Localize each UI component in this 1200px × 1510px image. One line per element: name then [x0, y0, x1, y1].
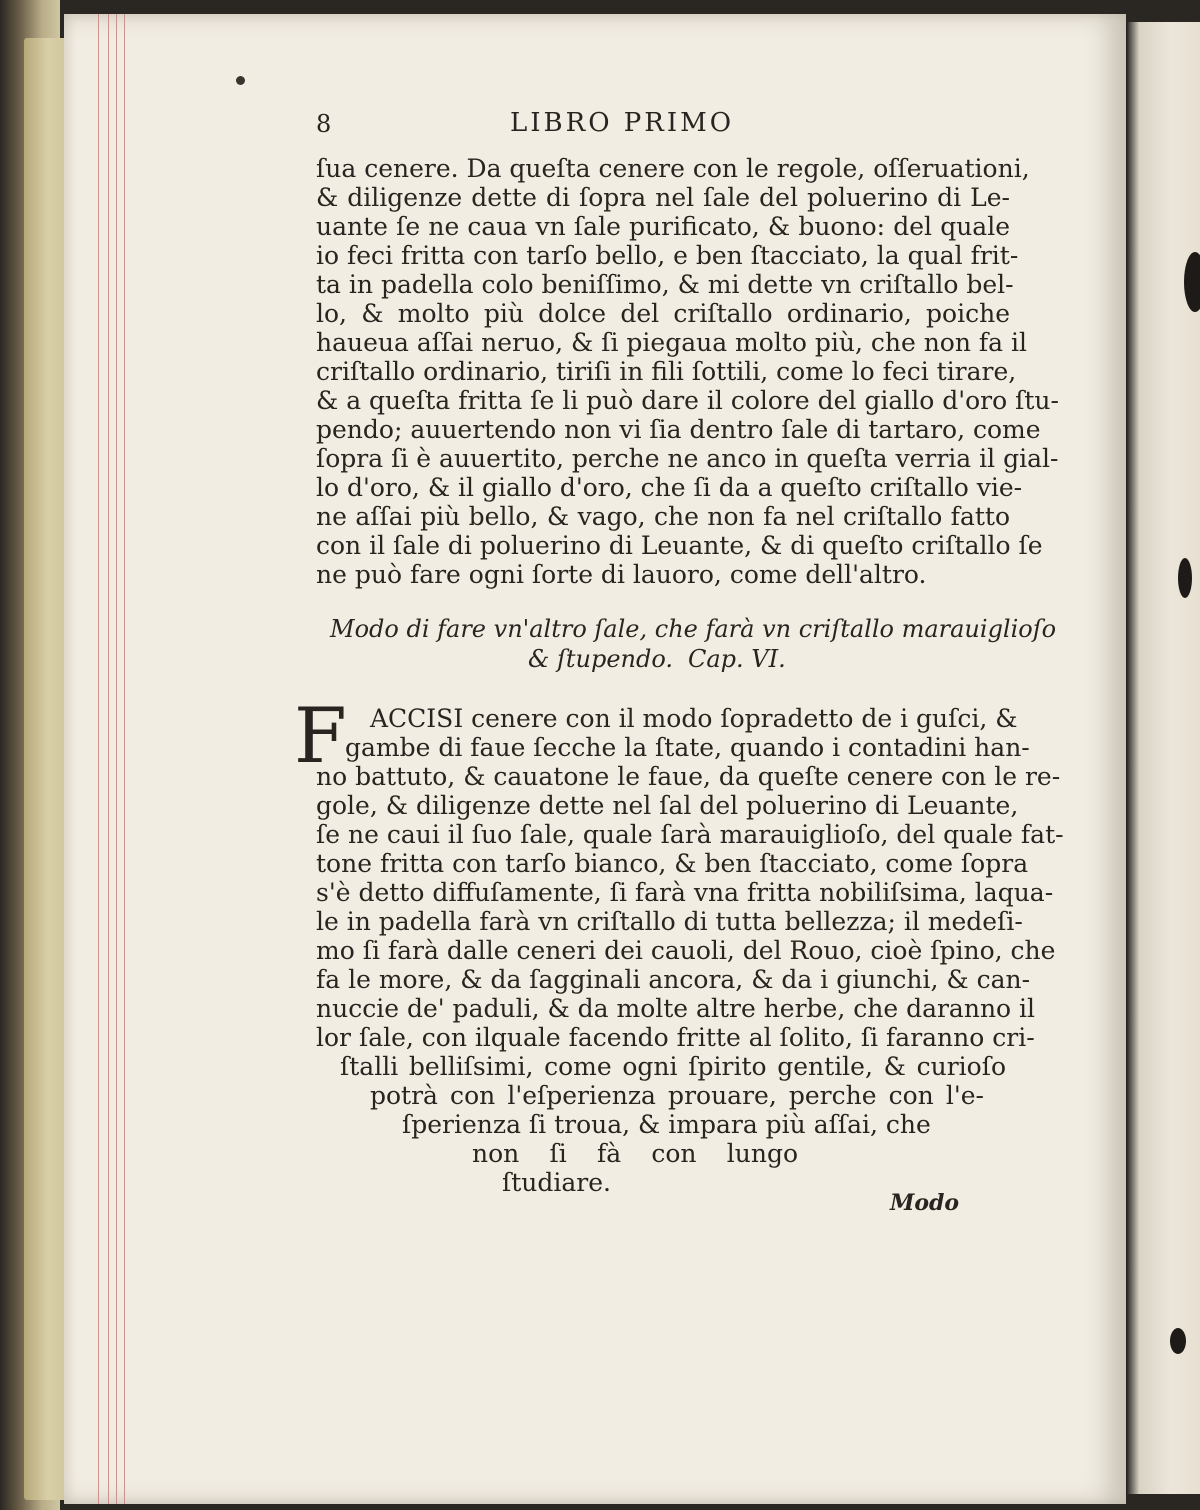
text-line: ſua cenere. Da queſta cenere con le regole, oſſeruationi, — [316, 154, 1030, 183]
text-line: criſtallo ordinario, tiriſi in fili ſottili, come lo feci tirare, — [316, 357, 1017, 386]
text-line: ta in padella colo beniſſimo, & mi dette vn criſtallo bel- — [316, 270, 1014, 299]
text-line: non ſi fà con lungo — [472, 1139, 798, 1168]
running-header — [316, 108, 956, 144]
text-line: & a queſta fritta ſe li può dare il colore del giallo d'oro ſtu- — [316, 386, 1059, 415]
text-line: gambe di faue ſecche la ſtate, quando i contadini han- — [345, 733, 1030, 762]
text-line: ACCISI cenere con il modo ſopradetto de i guſci, & — [370, 704, 1018, 733]
text-line: tone fritta con tarſo bianco, & ben ſtacciato, come ſopra — [316, 849, 1029, 878]
text-line: potrà con l'eſperienza prouare, perche con l'e- — [370, 1081, 984, 1110]
text-line: ne può fare ogni ſorte di lauoro, come dell'altro. — [316, 560, 927, 589]
text-line: & diligenze dette di ſopra nel ſale del poluerino di Le- — [316, 183, 1010, 212]
chapter-heading-line1: Modo di fare vn'altro ſale, che farà vn criſtallo marauiglioſo — [330, 615, 1057, 643]
text-line: le in padella farà vn criſtallo di tutta bellezza; il medeſi- — [316, 907, 1023, 936]
page-number: 8 — [316, 110, 334, 138]
text-line: lor ſale, con ilquale facendo fritte al ſolito, ſi faranno cri- — [316, 1023, 1035, 1052]
text-line: lo, & molto più dolce del criſtallo ordinario, poiche — [316, 299, 1010, 328]
text-line: uante ſe ne caua vn ſale purificato, & buono: del quale — [316, 212, 1010, 241]
text-line: ne aſſai più bello, & vago, che non fa nel criſtallo fatto — [316, 502, 1010, 531]
text-line: haueua aſſai neruo, & ſi piegaua molto più, che non fa il — [316, 328, 1027, 357]
chapter-number: Cap. VI. — [688, 645, 786, 673]
text-line: pendo; auuertendo non vi ſia dentro ſale di tartaro, come — [316, 415, 1041, 444]
text-line: lo d'oro, & il giallo d'oro, che ſi da a queſto criſtallo vie- — [316, 473, 1023, 502]
text-line: ſtudiare. — [502, 1168, 611, 1197]
chapter-heading-line2: & ſtupendo. — [528, 645, 674, 673]
text-line: io feci fritta con tarſo bello, e ben ſtacciato, la qual frit- — [316, 241, 1019, 270]
running-title: LIBRO PRIMO — [510, 108, 735, 138]
text-line: ſperienza ſi troua, & impara più aſſai, che — [402, 1110, 931, 1139]
text-line: gole, & diligenze dette nel ſal del poluerino di Leuante, — [316, 791, 1019, 820]
catchword: Modo — [890, 1190, 960, 1216]
text-line: ſopra ſi è auuertito, perche ne anco in queſta verria il gial- — [316, 444, 1059, 473]
text-line: s'è detto diffuſamente, ſi farà vna fritta nobiliſsima, laqua- — [316, 878, 1054, 907]
drop-cap: F — [294, 691, 347, 780]
text-line: ſtalli belliſsimi, come ogni ſpirito gentile, & curioſo — [340, 1052, 1006, 1081]
text-line: con il ſale di poluerino di Leuante, & di queſto criſtallo ſe — [316, 531, 1043, 560]
text-line: nuccie de' paduli, & da molte altre herbe, che daranno il — [316, 994, 1036, 1023]
text-line: no battuto, & cauatone le faue, da queſte cenere con le re- — [316, 762, 1061, 791]
text-line: fa le more, & da ſagginali ancora, & da i giunchi, & can- — [316, 965, 1031, 994]
text-line: mo ſi farà dalle ceneri dei cauoli, del Rouo, cioè ſpino, che — [316, 936, 1056, 965]
text-line: ſe ne caui il ſuo ſale, quale ſarà marauiglioſo, del quale fat- — [316, 820, 1064, 849]
